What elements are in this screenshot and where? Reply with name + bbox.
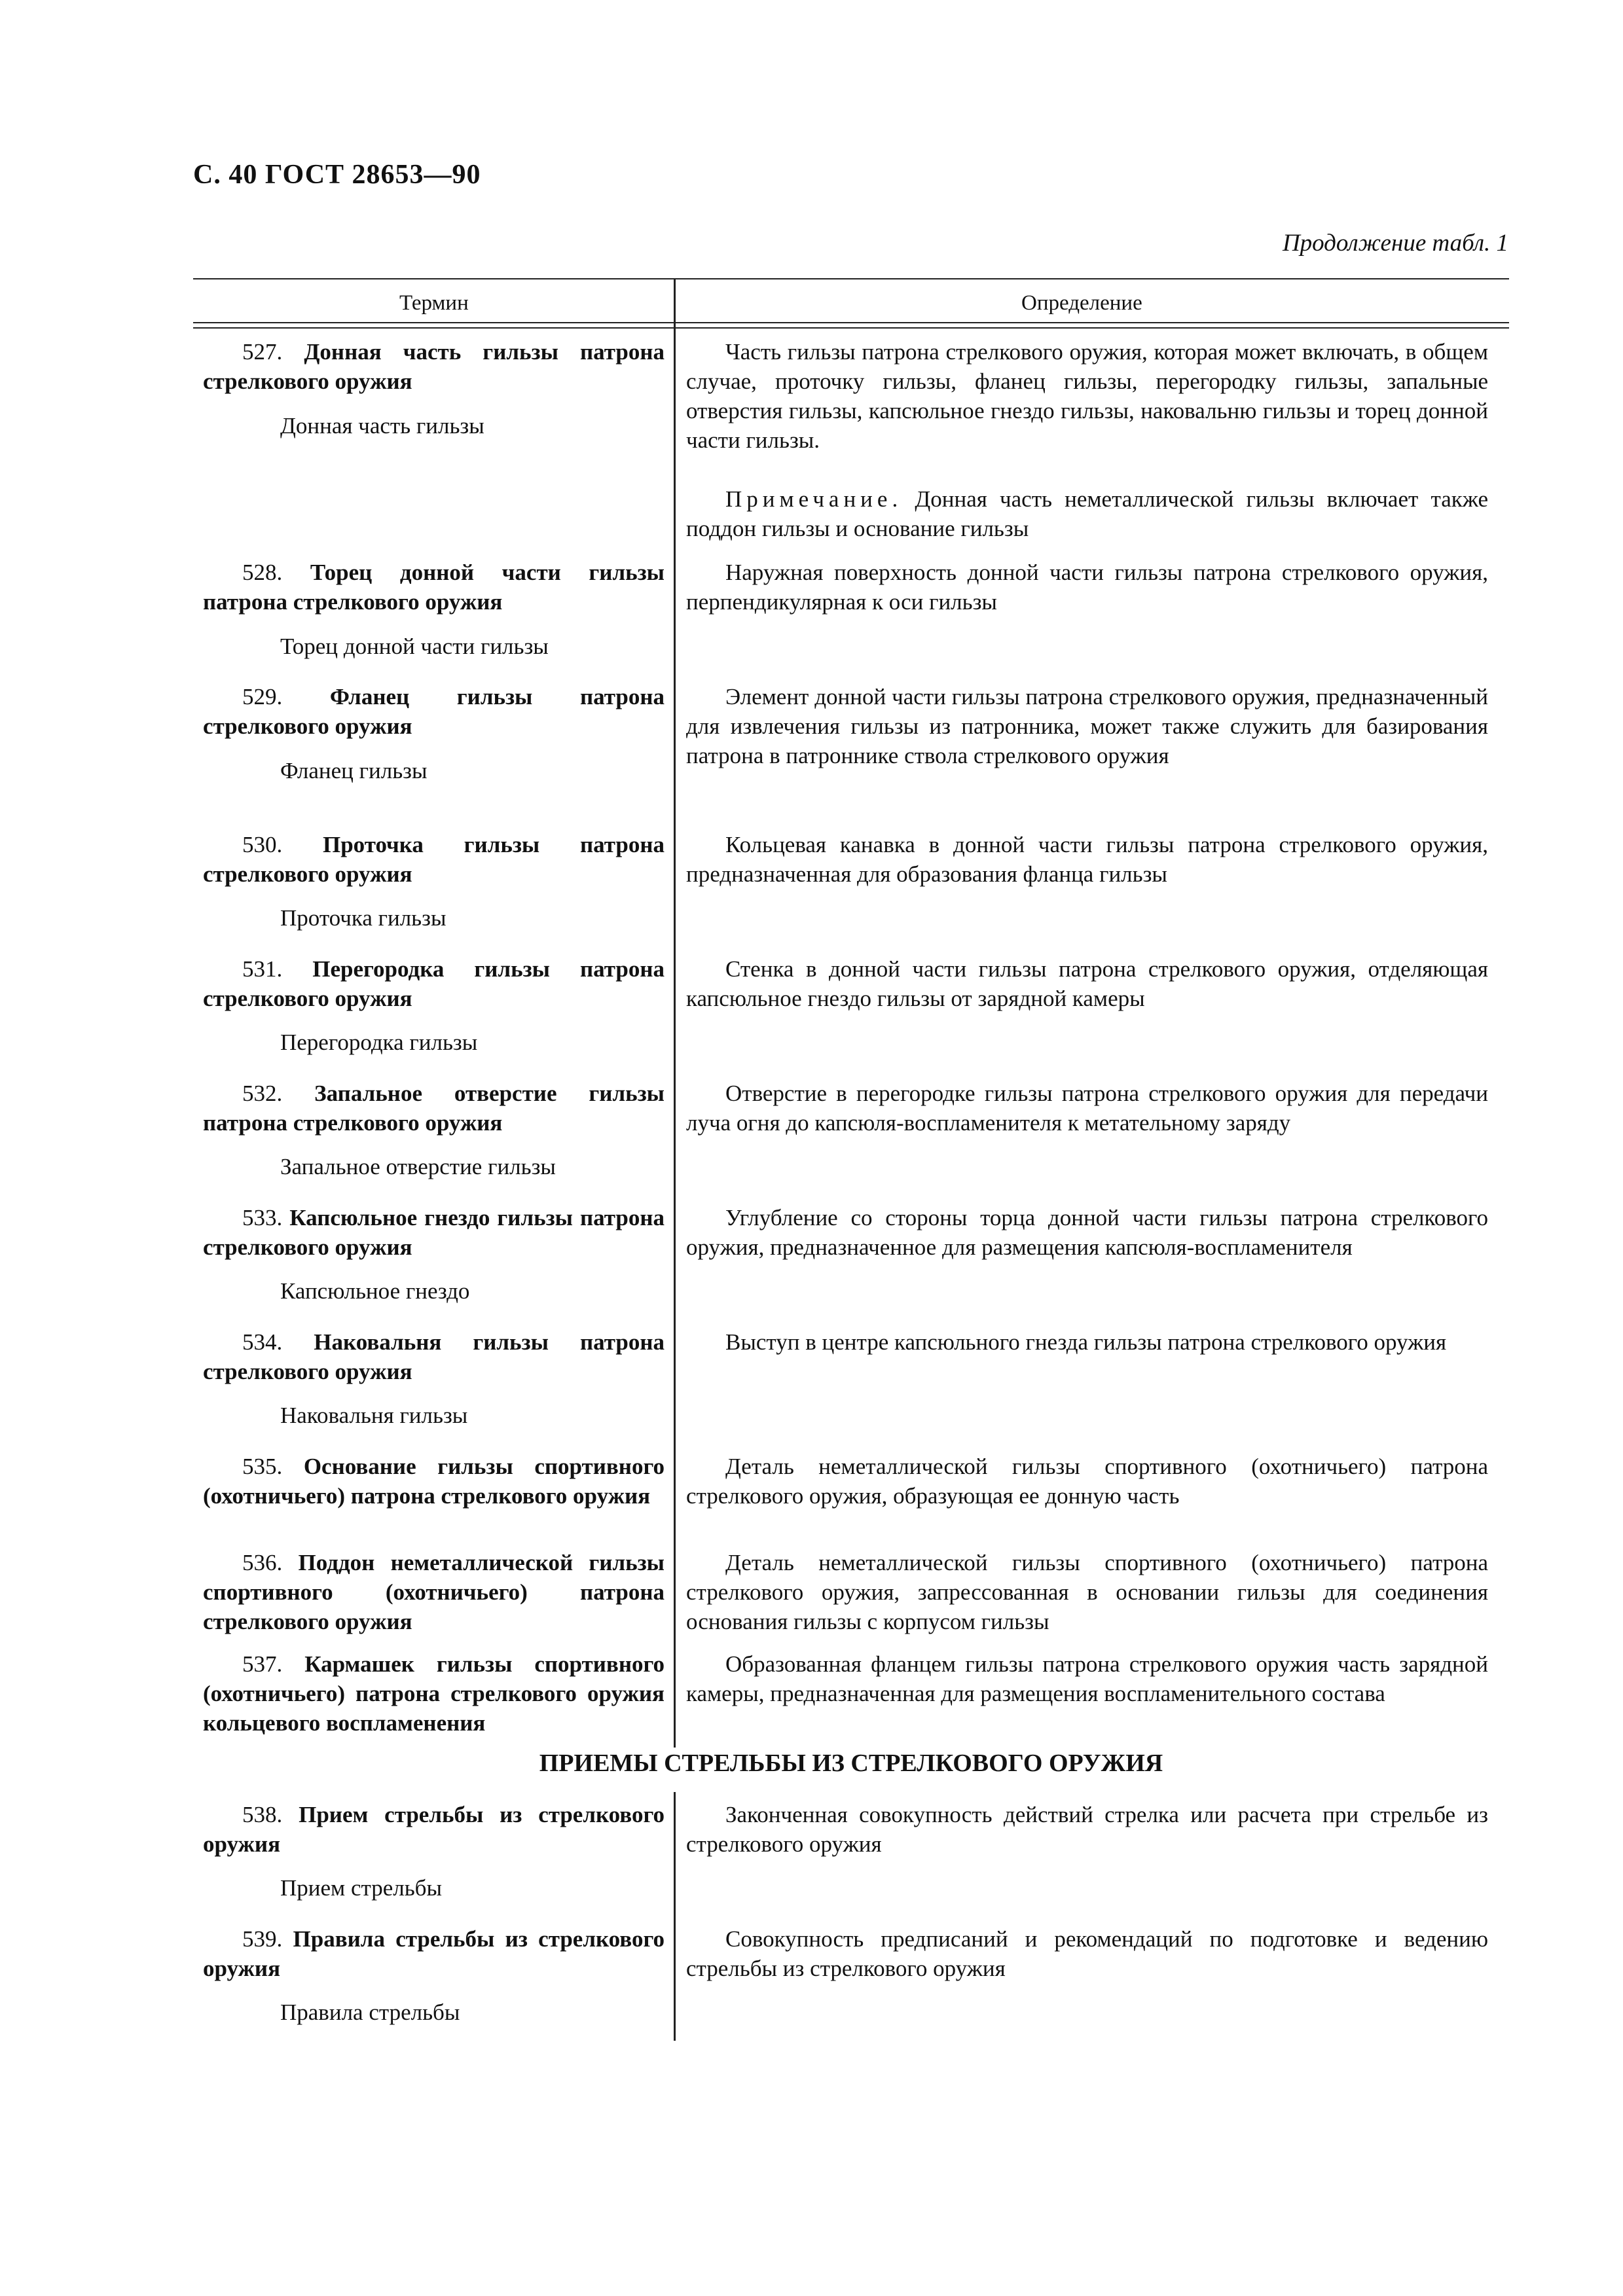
term-entry: 533. Капсюльное гнездо гильзы патрона стрелкового оружия (203, 1205, 665, 1260)
term-abbreviation: Запальное отверстие гильзы (280, 1154, 556, 1179)
term-abbreviation: Донная часть гильзы (280, 413, 484, 439)
section-title: ПРИЕМЫ СТРЕЛЬБЫ ИЗ СТРЕЛКОВОГО ОРУЖИЯ (539, 1749, 1163, 1777)
term-definition: Законченная совокупность действий стрелка или расчета при стрельбе из стрелкового оружия (686, 1802, 1488, 1857)
term-abbreviation: Перегородка гильзы (280, 1030, 478, 1055)
term-entry: 537. Кармашек гильзы спортивного (охотничьего) патрона стрелкового оружия кольцевого воспламенения (203, 1651, 665, 1736)
term-definition: Наружная поверхность донной части гильзы патрона стрелкового оружия, перпендикулярная к оси гильзы (686, 560, 1488, 615)
term-definition: Деталь неметаллической гильзы спортивного (охотничьего) патрона стрелкового оружия, запрессованная в основании гильзы для соединения основания гильзы с корпусом гильзы (686, 1550, 1488, 1634)
term-definition: Выступ в центре капсюльного гнезда гильзы патрона стрелкового оружия (725, 1329, 1447, 1355)
term-entry: 528. Торец донной части гильзы патрона стрелкового оружия (203, 560, 665, 615)
term-abbreviation: Наковальня гильзы (280, 1403, 468, 1428)
term-definition: Деталь неметаллической гильзы спортивного (охотничьего) патрона стрелкового оружия, образующая ее донную часть (686, 1454, 1488, 1509)
term-abbreviation: Проточка гильзы (280, 905, 447, 931)
table-top-rule (193, 278, 1509, 279)
term-abbreviation: Правила стрельбы (280, 2000, 460, 2025)
column-divider (674, 278, 676, 1748)
term-definition: Отверстие в перегородке гильзы патрона стрелкового оружия для передачи луча огня до капсюля-воспламенителя к метательному заряду (686, 1081, 1488, 1136)
term-note: Примечание. Донная часть неметаллической гильзы включает также поддон гильзы и основание гильзы (686, 486, 1488, 541)
term-abbreviation: Фланец гильзы (280, 758, 428, 783)
table-continuation-label: Продолжение табл. 1 (1282, 230, 1508, 257)
term-abbreviation: Торец донной части гильзы (280, 634, 549, 659)
term-definition: Углубление со стороны торца донной части гильзы патрона стрелкового оружия, предназначенное для размещения капсюля-воспламенителя (686, 1205, 1488, 1260)
term-entry: 532. Запальное отверстие гильзы патрона стрелкового оружия (203, 1081, 665, 1136)
term-definition: Стенка в донной части гильзы патрона стрелкового оружия, отделяющая капсюльное гнездо гильзы от зарядной камеры (686, 956, 1488, 1011)
column-header-term: Термин (399, 291, 469, 315)
term-entry: 531. Перегородка гильзы патрона стрелкового оружия (203, 956, 665, 1011)
term-entry: 539. Правила стрельбы из стрелкового оружия (203, 1926, 665, 1981)
term-entry: 527. Донная часть гильзы патрона стрелкового оружия (203, 339, 665, 394)
term-definition: Кольцевая канавка в донной части гильзы патрона стрелкового оружия, предназначенная для образования фланца гильзы (686, 832, 1488, 887)
term-definition: Часть гильзы патрона стрелкового оружия, которая может включать, в общем случае, проточку гильзы, фланец гильзы, перегородку гильзы, запальные отверстия гильзы, капсюльное гнездо гильзы, наковальню гильзы и торец донной части гильзы. (686, 339, 1488, 453)
term-entry: 534. Наковальня гильзы патрона стрелкового оружия (203, 1329, 665, 1384)
term-definition: Совокупность предписаний и рекомендаций по подготовке и ведению стрельбы из стрелкового оружия (686, 1926, 1488, 1981)
term-entry: 529. Фланец гильзы патрона стрелкового оружия (203, 684, 665, 739)
term-entry: 538. Прием стрельбы из стрелкового оружия (203, 1802, 665, 1857)
term-definition: Элемент донной части гильзы патрона стрелкового оружия, предназначенный для извлечения гильзы из патронника, может также служить для базирования патрона в патроннике ствола стрелкового оружия (686, 684, 1488, 768)
term-entry: 536. Поддон неметаллической гильзы спортивного (охотничьего) патрона стрелкового оружия (203, 1550, 665, 1634)
term-entry: 530. Проточка гильзы патрона стрелкового оружия (203, 832, 665, 887)
term-definition: Образованная фланцем гильзы патрона стрелкового оружия часть зарядной камеры, предназначенная для размещения воспламенительного состава (686, 1651, 1488, 1706)
term-abbreviation: Капсюльное гнездо (280, 1278, 470, 1304)
page-header: С. 40 ГОСТ 28653—90 (193, 160, 481, 190)
term-abbreviation: Прием стрельбы (280, 1875, 442, 1901)
table-header-rule (193, 322, 1509, 329)
column-header-definition: Определение (1021, 291, 1142, 315)
term-entry: 535. Основание гильзы спортивного (охотничьего) патрона стрелкового оружия (203, 1454, 665, 1509)
column-divider (674, 1792, 676, 2041)
